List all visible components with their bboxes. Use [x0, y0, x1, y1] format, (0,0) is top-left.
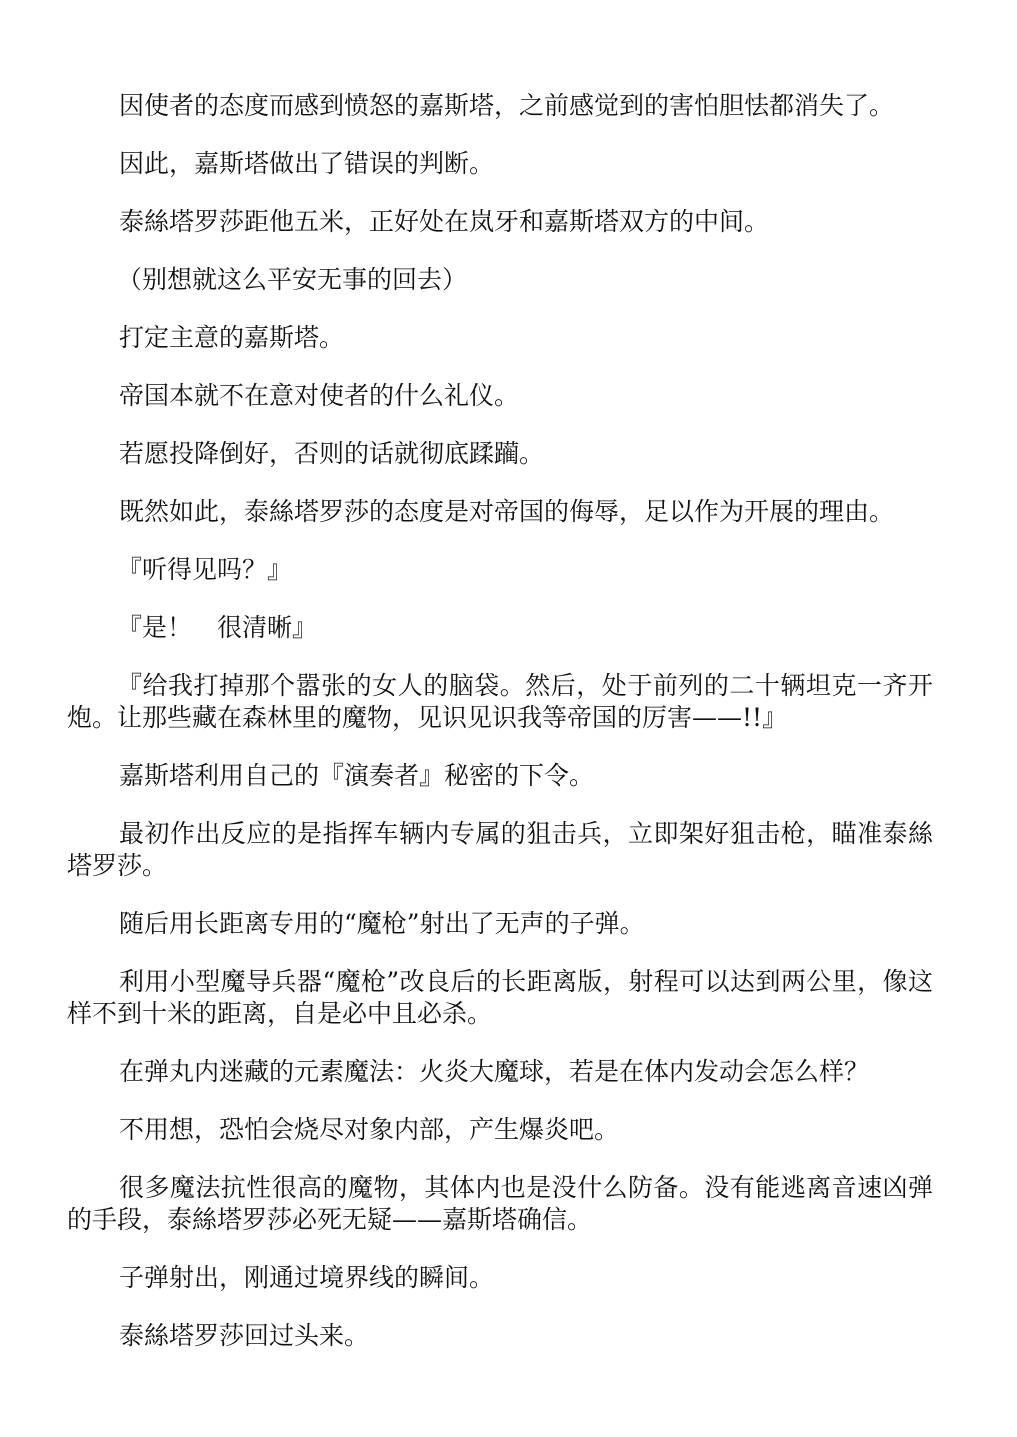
paragraph: 子弹射出，刚通过境界线的瞬间。	[119, 1263, 495, 1292]
document-page	[67, 90, 933, 1378]
paragraph-dialogue: 『听得见吗？』	[117, 555, 293, 584]
paragraph: 打定主意的嘉斯塔。	[119, 323, 345, 352]
paragraph: 利用小型魔导兵器“魔枪”改良后的长距离版，射程可以达到两公里，像这样不到十米的距离，自是必中且必杀。	[67, 967, 933, 1028]
paragraph: 既然如此，泰絲塔罗莎的态度是对帝国的侮辱，足以作为开展的理由。	[119, 497, 895, 526]
paragraph: 泰絲塔罗莎回过头来。	[119, 1321, 370, 1350]
paragraph: 帝国本就不在意对使者的什么礼仪。	[119, 381, 520, 410]
paragraph: 因使者的态度而感到愤怒的嘉斯塔，之前感觉到的害怕胆怯都消失了。	[119, 91, 895, 120]
paragraph-dialogue: 『是！ 很清晰』	[117, 613, 318, 642]
paragraph: 不用想，恐怕会烧尽对象内部，产生爆炎吧。	[119, 1115, 620, 1144]
paragraph: 嘉斯塔利用自己的『演奏者』秘密的下令。	[119, 761, 595, 790]
paragraph-thought: （别想就这么平安无事的回去）	[117, 265, 468, 294]
paragraph: 随后用长距离专用的“魔枪”射出了无声的子弹。	[119, 909, 645, 938]
paragraph: 在弹丸内迷藏的元素魔法：火炎大魔球，若是在体内发动会怎么样？	[119, 1057, 870, 1086]
paragraph: 泰絲塔罗莎距他五米，正好处在岚牙和嘉斯塔双方的中间。	[119, 207, 770, 236]
paragraph: 最初作出反应的是指挥车辆内专属的狙击兵，立即架好狙击枪，瞄准泰絲塔罗莎。	[67, 819, 933, 880]
paragraph: 因此，嘉斯塔做出了错误的判断。	[119, 149, 495, 178]
paragraph: 很多魔法抗性很高的魔物，其体内也是没什么防备。没有能逃离音速凶弹的手段，泰絲塔罗莎必死无疑——嘉斯塔确信。	[67, 1173, 933, 1234]
paragraph: 若愿投降倒好，否则的话就彻底蹂躏。	[119, 439, 545, 468]
paragraph-dialogue: 『给我打掉那个嚣张的女人的脑袋。然后，处于前列的二十辆坦克一齐开炮。让那些藏在森林里的魔物，见识见识我等帝国的厉害——!!』	[67, 671, 933, 732]
